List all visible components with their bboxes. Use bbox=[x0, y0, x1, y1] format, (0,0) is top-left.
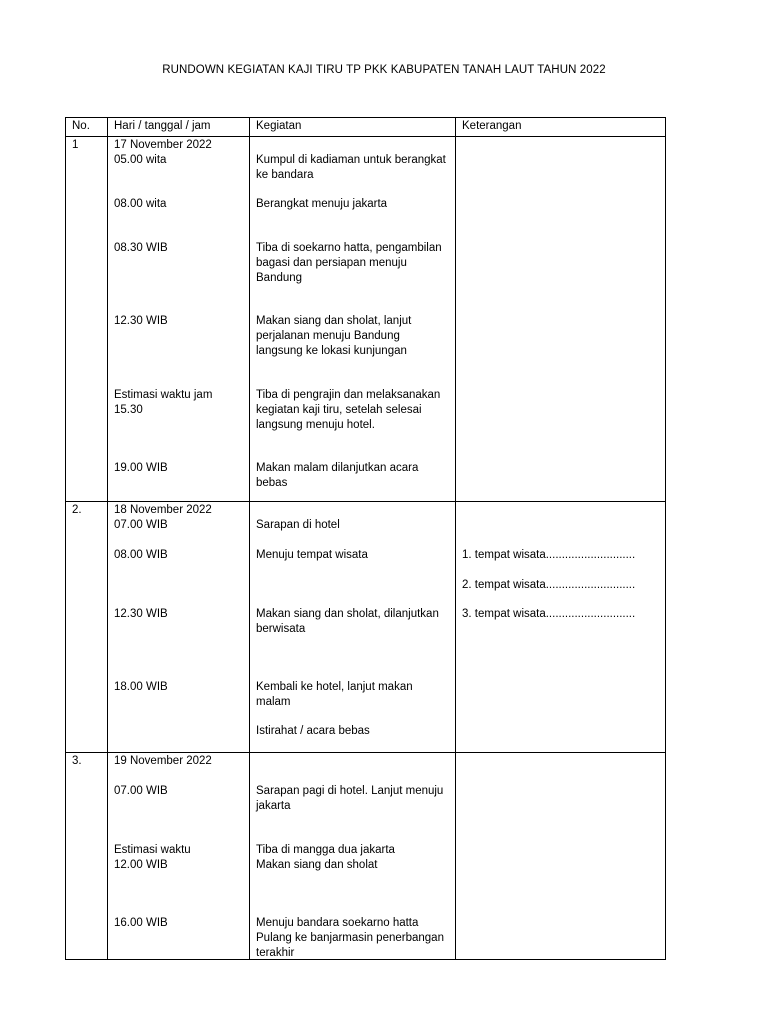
item-note: 3. tempat wisata............................ bbox=[462, 608, 636, 620]
header-no: No. bbox=[66, 118, 108, 137]
day-activity-cell bbox=[250, 502, 456, 753]
table-row bbox=[66, 753, 666, 960]
item-activity: Berangkat menuju jakarta bbox=[256, 198, 388, 210]
item-activity: Makan malam dilanjutkan acara bebas bbox=[256, 462, 419, 489]
header-activity: Kegiatan bbox=[250, 118, 456, 137]
item-time: Estimasi waktu jam 15.30 bbox=[114, 389, 213, 416]
item-activity: Istirahat / acara bebas bbox=[256, 725, 370, 737]
day-activity-cell bbox=[250, 137, 456, 502]
item-activity: Sarapan pagi di hotel. Lanjut menuju jakarta bbox=[256, 785, 444, 812]
item-time: Estimasi waktu 12.00 WIB bbox=[114, 844, 191, 871]
item-time: 08.00 wita bbox=[114, 198, 167, 210]
day-notes-cell bbox=[456, 753, 666, 960]
table-header-row bbox=[66, 118, 666, 137]
table-row bbox=[66, 502, 666, 753]
day-number: 1 bbox=[66, 137, 108, 502]
item-note: 2. tempat wisata............................ bbox=[462, 579, 636, 591]
day-date: 17 November 2022 bbox=[114, 139, 212, 151]
item-activity: Makan siang dan sholat, dilanjutkan berwisata bbox=[256, 608, 439, 635]
day-date: 19 November 2022 bbox=[114, 755, 212, 767]
day-number: 2. bbox=[66, 502, 108, 753]
item-time: 19.00 WIB bbox=[114, 462, 168, 474]
item-time: 08.30 WIB bbox=[114, 242, 168, 254]
header-notes: Keterangan bbox=[456, 118, 666, 137]
item-activity: Makan siang dan sholat, lanjut perjalanan menuju Bandung langsung ke lokasi kunjungan bbox=[256, 315, 412, 357]
item-time: 05.00 wita bbox=[114, 154, 167, 166]
day-number: 3. bbox=[66, 753, 108, 960]
item-activity: Tiba di soekarno hatta, pengambilan bagasi dan persiapan menuju Bandung bbox=[256, 242, 442, 284]
item-time: 12.30 WIB bbox=[114, 608, 168, 620]
item-time: 12.30 WIB bbox=[114, 315, 168, 327]
day-notes-cell bbox=[456, 137, 666, 502]
day-date-time-cell bbox=[108, 753, 250, 960]
item-note: 1. tempat wisata............................ bbox=[462, 549, 636, 561]
header-date-time: Hari / tanggal / jam bbox=[108, 118, 250, 137]
rundown-table bbox=[65, 117, 666, 960]
item-activity: Sarapan di hotel bbox=[256, 519, 340, 531]
item-time: 16.00 WIB bbox=[114, 917, 168, 929]
item-time: 07.00 WIB bbox=[114, 785, 168, 797]
document-title: RUNDOWN KEGIATAN KAJI TIRU TP PKK KABUPATEN TANAH LAUT TAHUN 2022 bbox=[162, 64, 606, 76]
item-activity: Tiba di pengrajin dan melaksanakan kegiatan kaji tiru, setelah selesai langsung menuju hotel. bbox=[256, 389, 441, 431]
day-notes-cell bbox=[456, 502, 666, 753]
table-row bbox=[66, 137, 666, 502]
day-date: 18 November 2022 bbox=[114, 504, 212, 516]
item-activity: Tiba di mangga dua jakarta Makan siang dan sholat bbox=[256, 844, 395, 871]
item-time: 07.00 WIB bbox=[114, 519, 168, 531]
day-date-time-cell bbox=[108, 137, 250, 502]
day-date-time-cell bbox=[108, 502, 250, 753]
item-activity: Kembali ke hotel, lanjut makan malam bbox=[256, 681, 413, 708]
item-activity: Menuju bandara soekarno hatta Pulang ke banjarmasin penerbangan terakhir bbox=[256, 917, 444, 959]
item-activity: Kumpul di kadiaman untuk berangkat ke bandara bbox=[256, 154, 446, 181]
item-activity: Menuju tempat wisata bbox=[256, 549, 368, 561]
day-activity-cell bbox=[250, 753, 456, 960]
item-time: 08.00 WIB bbox=[114, 549, 168, 561]
item-time: 18.00 WIB bbox=[114, 681, 168, 693]
